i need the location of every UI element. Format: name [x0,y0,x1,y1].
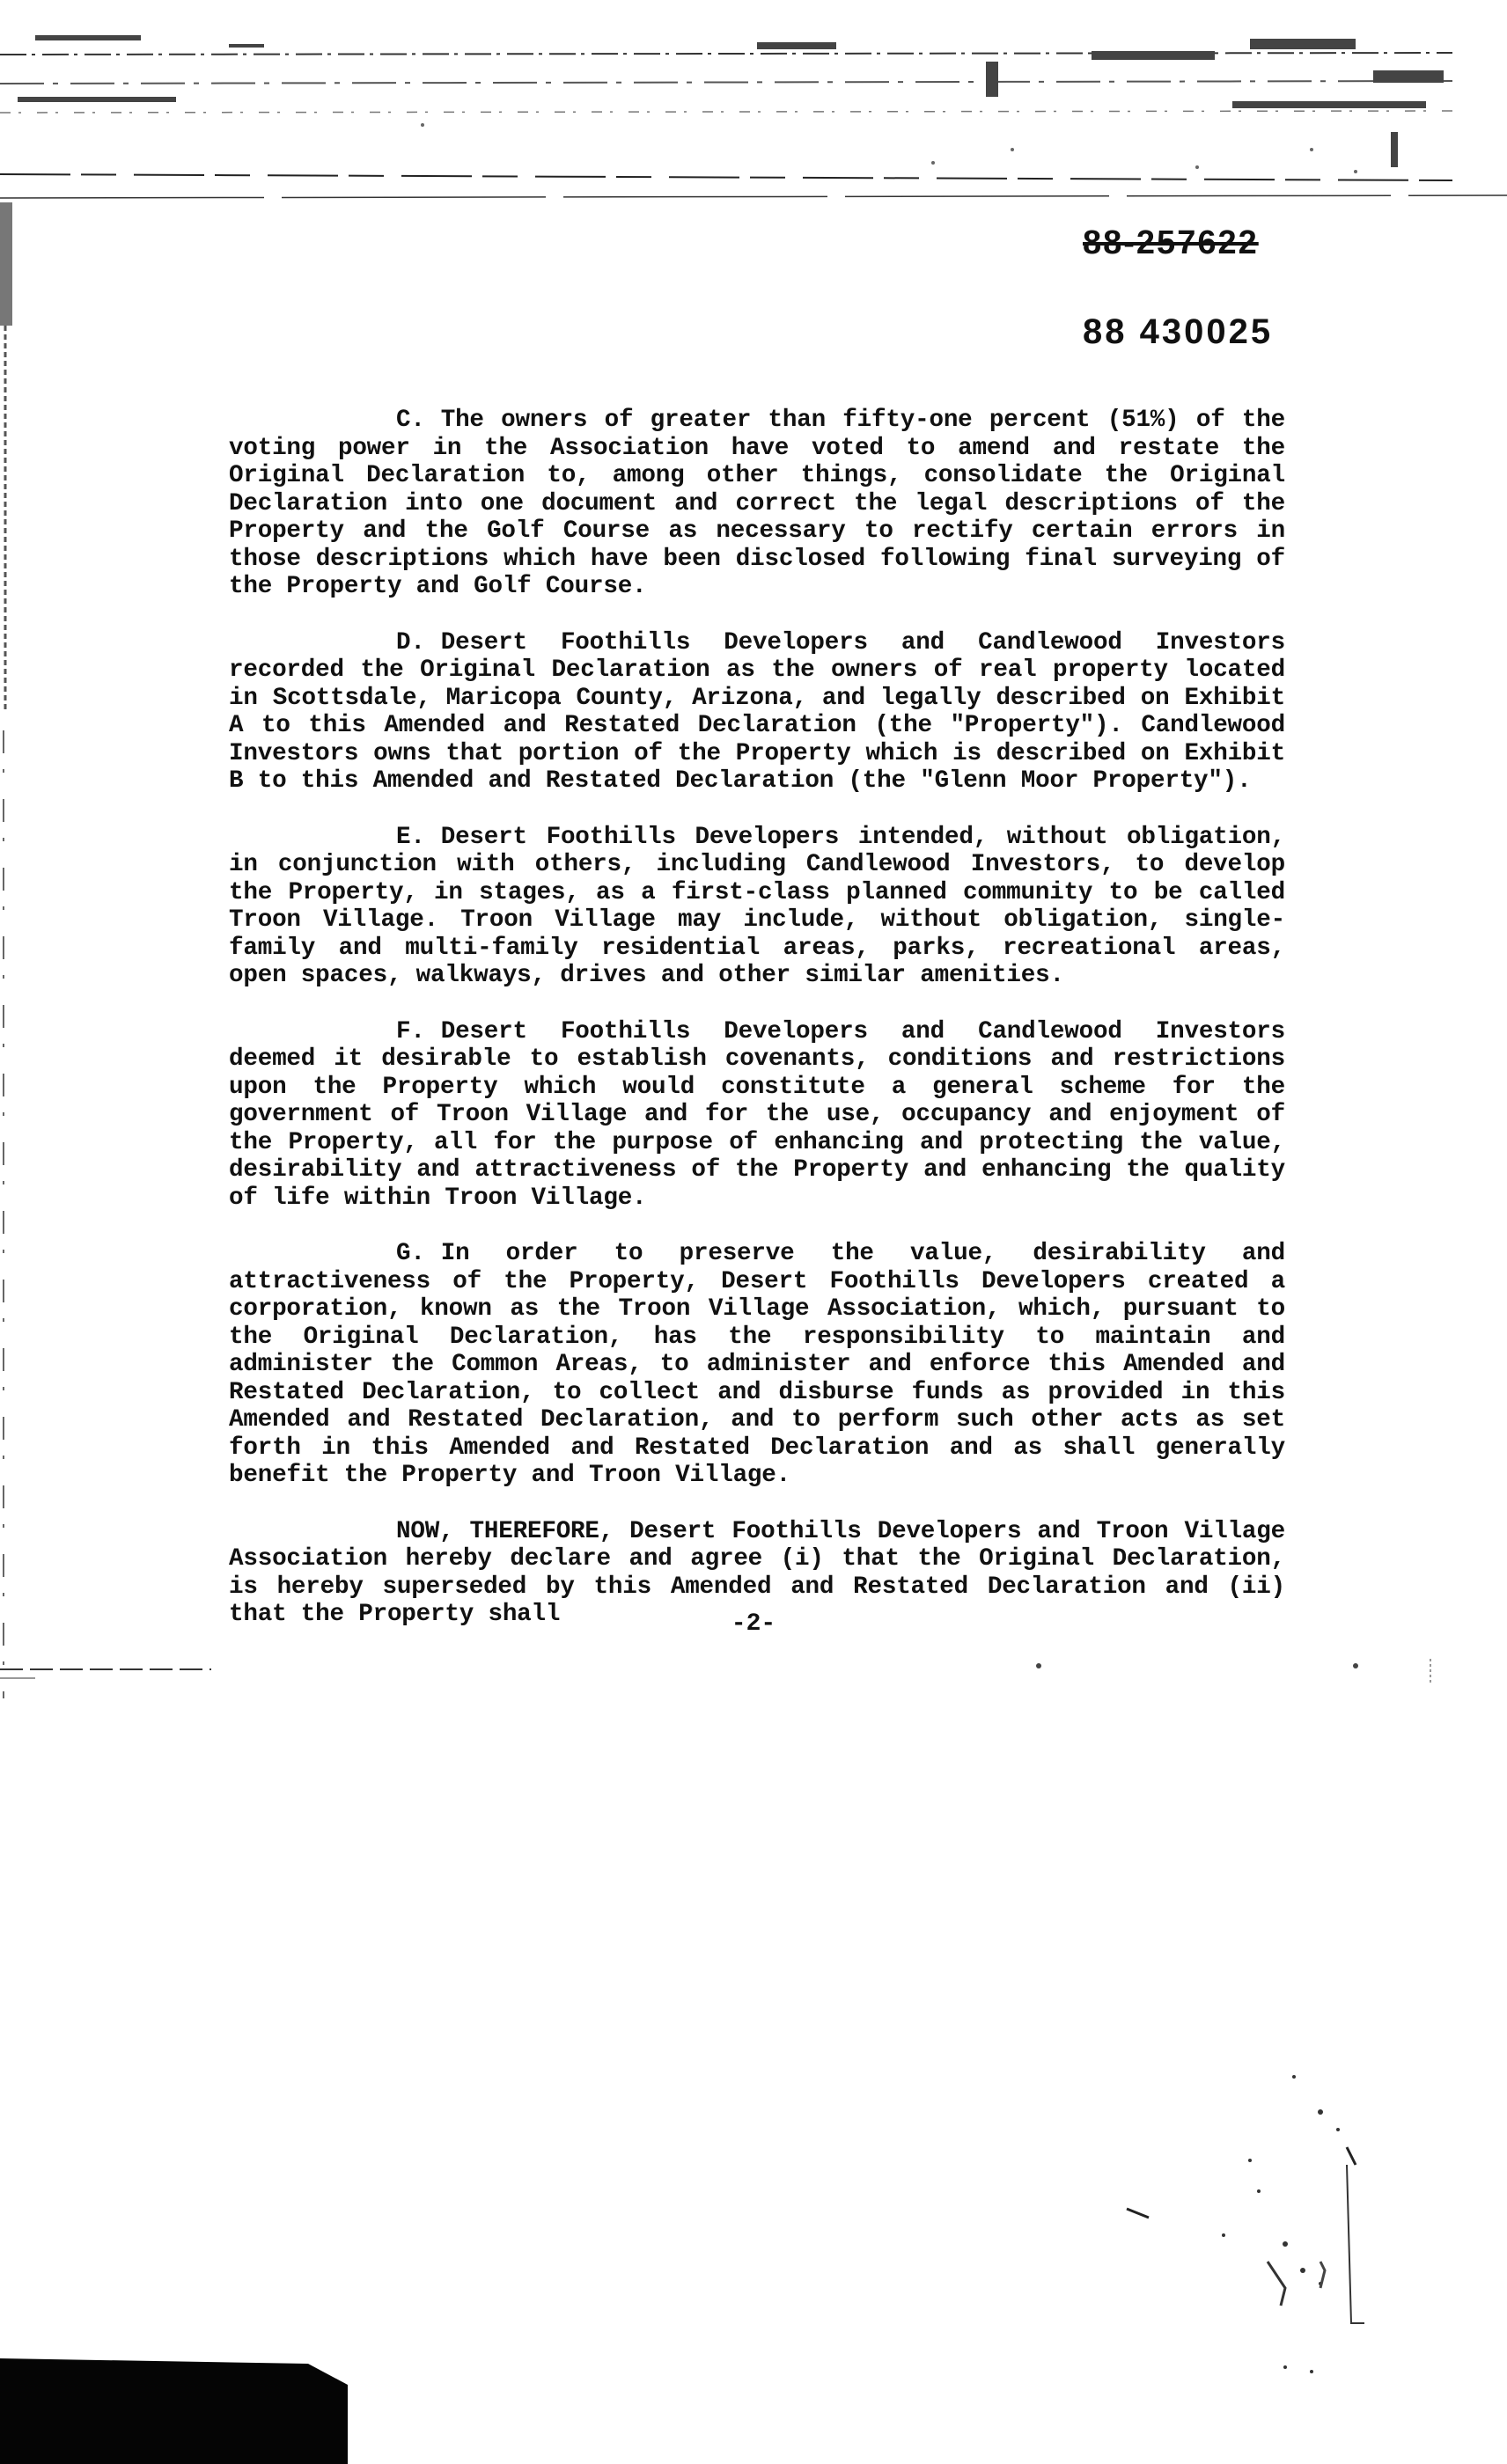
recital-c [229,407,1285,601]
scan-speckle-bottom [1056,2059,1408,2394]
recital-text: Desert Foothills Developers and Candlewood Investors recorded the Original Declaration as the owners of real property located in Scottsdale, Maricopa County, Arizona, and legally described on Exhibit A to this Amended and Restated Declaration (the "Property"). Candlewood Investors owns that portion of the Property which is described on Exhibit B to this Amended and Restated Declaration (the "Glenn Moor Property"). [229,628,1285,795]
recital-text: The owners of greater than fifty-one percent (51%) of the voting power in the Association have voted to amend and restate the Original Declaration to, among other things, consolidate the Original Declaration into one document and correct the legal descriptions of the Property and the Golf Course as necessary to rectify certain errors in those descriptions which have been disclosed following final surveying of the Property and Golf Course. [229,407,1285,600]
clause-lead: NOW, THEREFORE, [396,1517,614,1545]
recital-d [229,629,1285,796]
scan-left-edge [0,202,26,1698]
document-number: 88 430025 [1083,312,1274,351]
struck-document-number: 88-257622 [1083,224,1259,261]
recital-letter: G. [396,1240,425,1267]
recital-text: In order to preserve the value, desirability and attractiveness of the Property, Desert Foothills Developers created a corporation, known as the Troon Village Association, which, pursuant to the Original Declaration, has the responsibility to maintain and administer the Common Areas, to administer and enforce this Amended and Restated Declaration, to collect and disburse funds as provided in this Amended and Restated Declaration, and to perform such other acts as set forth in this Amended and Restated Declaration and as shall generally benefit the Property and Troon Village. [229,1240,1285,1489]
recital-letter: F. [396,1017,425,1045]
scan-noise-top [0,0,1507,229]
clause-text: Desert Foothills Developers and Troon Village Association hereby declare and agree (i) that the Original Declaration, is hereby superseded by this Amended and Restated Declaration and (ii) that the Property shall [229,1517,1286,1628]
recital-letter: E. [396,823,425,851]
page-number: -2- [731,1610,776,1638]
redaction-block [0,2358,348,2464]
recital-g [229,1240,1285,1490]
recital-text: Desert Foothills Developers and Candlewood Investors deemed it desirable to establish covenants, conditions and restrictions upon the Property which would constitute a general scheme for the government of Troon Village and for the use, occupancy and enjoyment of the Property, all for the purpose of enhancing and protecting the value, desirability and attractiveness of the Property and enhancing the quality of life within Troon Village. [229,1017,1285,1212]
recital-e [229,824,1285,990]
recital-letter: C. [396,407,425,434]
scan-dash-line [0,1659,1507,1694]
recital-text: Desert Foothills Developers intended, without obligation, in conjunction with others, including Candlewood Investors, to develop the Property, in stages, as a first-class planned community to be called Troon Village. Troon Village may include, without obligation, single-family and multi-family residential areas, parks, recreational areas, open spaces, walkways, drives and other similar amenities. [229,823,1285,989]
recital-letter: D. [396,628,425,656]
recital-f [229,1018,1285,1213]
recitals-body [229,407,1285,1657]
